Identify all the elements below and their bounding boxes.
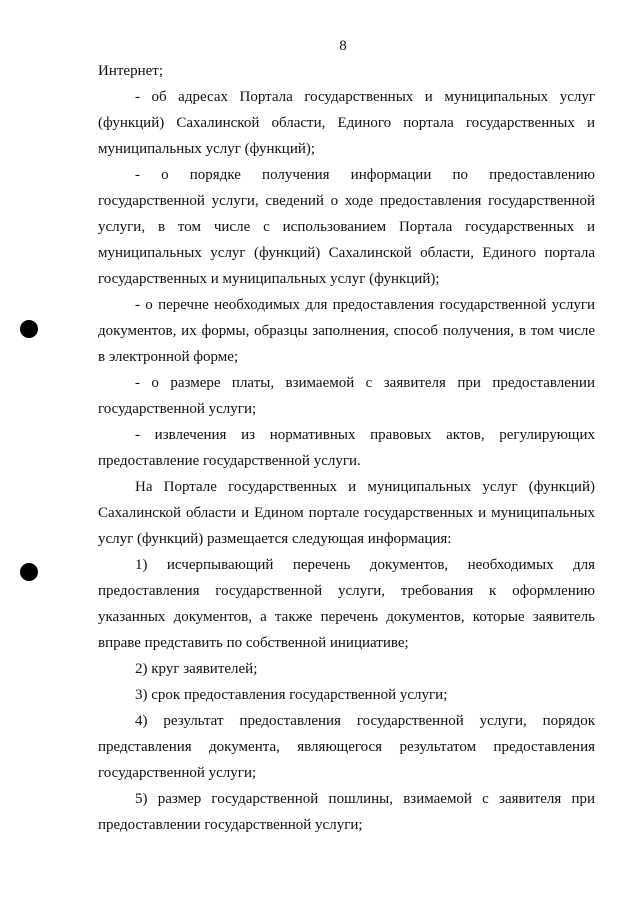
paragraph-continuation: Интернет; bbox=[98, 63, 163, 79]
numbered-item-2: 2) круг заявителей; bbox=[135, 661, 258, 677]
punch-hole-mark bbox=[20, 563, 38, 581]
list-item-portal-addresses: - об адресах Портала государственных и муниципальных услуг (функций) Сахалинской области, Единого портала государственных и муниципальных услуг (функций); bbox=[98, 89, 595, 157]
page-number: 8 bbox=[339, 38, 347, 54]
numbered-item-4: 4) результат предоставления государственной услуги, порядок представления документа, являющегося результатом предоставления государственной услуги; bbox=[98, 713, 595, 781]
list-item-info-procedure: - о порядке получения информации по предоставлению государственной услуги, сведений о ходе предоставления государственной услуги, в том числе с использованием Портала государственных и муниципальных услуг (функций) Сахалинской области, Единого портала государственных и муниципальных услуг (функций); bbox=[98, 167, 595, 287]
numbered-item-5: 5) размер государственной пошлины, взимаемой с заявителя при предоставлении государственной услуги; bbox=[98, 791, 595, 833]
document-body bbox=[98, 58, 595, 838]
paragraph-portal-info: На Портале государственных и муниципальных услуг (функций) Сахалинской области и Едином портале государственных и муниципальных услуг (функций) размещается следующая информация: bbox=[98, 479, 595, 547]
list-item-fee-amount: - о размере платы, взимаемой с заявителя при предоставлении государственной услуги; bbox=[98, 375, 595, 417]
numbered-item-1: 1) исчерпывающий перечень документов, необходимых для предоставления государственной услуги, требования к оформлению указанных документов, а также перечень документов, которые заявитель вправе представить по собственной инициативе; bbox=[98, 557, 595, 651]
list-item-documents-list: - о перечне необходимых для предоставления государственной услуги документов, их формы, образцы заполнения, способ получения, в том числе в электронной форме; bbox=[98, 297, 595, 365]
list-item-legal-extracts: - извлечения из нормативных правовых актов, регулирующих предоставление государственной услуги. bbox=[98, 427, 595, 469]
punch-hole-mark bbox=[20, 320, 38, 338]
numbered-item-3: 3) срок предоставления государственной услуги; bbox=[135, 687, 448, 703]
